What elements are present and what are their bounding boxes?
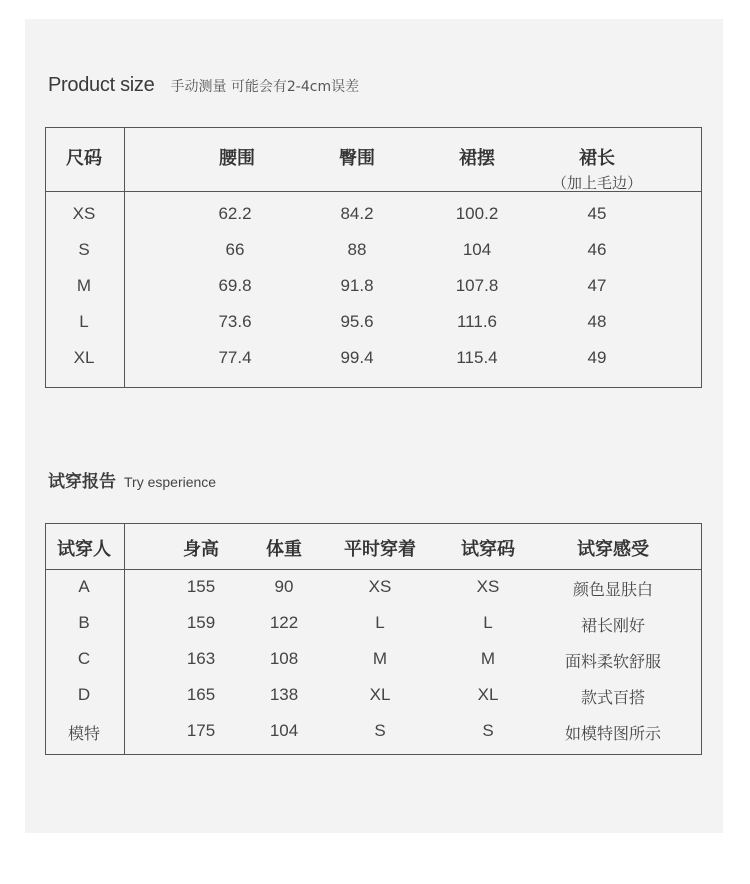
trial-section-title (48, 467, 216, 492)
hip-cell: 84.2 (340, 204, 374, 223)
usual-size-cell: L (375, 613, 385, 632)
trial-row (46, 678, 701, 714)
weight-cell: 138 (269, 685, 299, 704)
size-row (46, 197, 701, 233)
header-size: 尺码 (66, 148, 102, 169)
hip-cell: 99.4 (340, 348, 374, 367)
trial-size-cell: S (482, 721, 494, 740)
hip-cell: 95.6 (340, 312, 374, 331)
trial-row (46, 714, 701, 750)
usual-size-cell: S (374, 721, 386, 740)
trial-table-header (46, 524, 701, 570)
height-cell: 175 (186, 721, 216, 740)
usual-size-cell: XL (369, 685, 391, 704)
waist-cell: 77.4 (218, 348, 252, 367)
hem-cell: 107.8 (455, 276, 499, 295)
weight-cell: 104 (269, 721, 299, 740)
hem-cell: 104 (462, 240, 492, 259)
header-tester: 试穿人 (57, 539, 111, 560)
trial-size-cell: L (483, 613, 493, 632)
tester-cell: 模特 (67, 724, 101, 743)
hem-cell: 100.2 (455, 204, 499, 223)
size-row (46, 269, 701, 305)
height-cell: 165 (186, 685, 216, 704)
height-cell: 159 (186, 613, 216, 632)
size-section-title (48, 74, 359, 97)
size-cell: XS (72, 204, 96, 223)
trial-title: 试穿报告 (48, 472, 116, 492)
size-cell: XL (73, 348, 95, 367)
trial-size-cell: M (480, 649, 496, 668)
usual-size-cell: XS (368, 577, 392, 596)
header-length (552, 144, 642, 193)
feedback-cell: 款式百搭 (580, 688, 646, 707)
size-row (46, 305, 701, 341)
size-row (46, 341, 701, 377)
length-cell: 47 (587, 276, 607, 295)
usual-size-cell: M (372, 649, 388, 668)
hip-cell: 88 (347, 240, 367, 259)
feedback-cell: 裙长刚好 (580, 616, 646, 635)
trial-row (46, 642, 701, 678)
header-weight: 体重 (266, 539, 302, 560)
size-table (45, 127, 702, 388)
height-cell: 163 (186, 649, 216, 668)
feedback-cell: 面料柔软舒服 (564, 652, 662, 671)
size-title: Product size (48, 74, 155, 96)
header-trial-size: 试穿码 (461, 539, 515, 560)
header-height: 身高 (183, 539, 219, 560)
tester-cell: C (77, 649, 91, 668)
weight-cell: 122 (269, 613, 299, 632)
trial-subtitle: Try esperience (124, 474, 217, 490)
height-cell: 155 (186, 577, 216, 596)
length-cell: 48 (587, 312, 607, 331)
tester-cell: D (77, 685, 91, 704)
header-hem: 裙摆 (459, 148, 495, 169)
feedback-cell: 如模特图所示 (564, 724, 662, 743)
measurement-note: 手动测量 可能会有2-4cm误差 (170, 79, 360, 95)
feedback-cell: 颜色显肤白 (572, 580, 654, 599)
trial-size-cell: XS (476, 577, 500, 596)
waist-cell: 69.8 (218, 276, 252, 295)
size-cell: M (76, 276, 92, 295)
header-waist: 腰围 (219, 148, 255, 169)
length-cell: 46 (587, 240, 607, 259)
length-cell: 49 (587, 348, 607, 367)
header-length-label: 裙长 (578, 148, 615, 169)
header-hip: 臀围 (339, 148, 375, 169)
waist-cell: 62.2 (218, 204, 252, 223)
size-cell: L (79, 312, 89, 331)
tester-cell: A (78, 577, 90, 596)
hem-cell: 115.4 (456, 348, 498, 367)
header-feedback: 试穿感受 (577, 539, 649, 560)
weight-cell: 108 (269, 649, 299, 668)
waist-cell: 66 (225, 240, 245, 259)
size-row (46, 233, 701, 269)
size-table-header (46, 128, 701, 192)
tester-cell: B (78, 613, 90, 632)
trial-row (46, 606, 701, 642)
hem-cell: 111.6 (456, 312, 498, 331)
hip-cell: 91.8 (340, 276, 374, 295)
trial-size-cell: XL (477, 685, 499, 704)
trial-row (46, 570, 701, 606)
header-length-note: （加上毛边） (551, 174, 643, 192)
waist-cell: 73.6 (218, 312, 252, 331)
header-usual-size: 平时穿着 (344, 539, 416, 560)
weight-cell: 90 (274, 577, 294, 596)
size-cell: S (78, 240, 90, 259)
length-cell: 45 (587, 204, 607, 223)
trial-table (45, 523, 702, 755)
